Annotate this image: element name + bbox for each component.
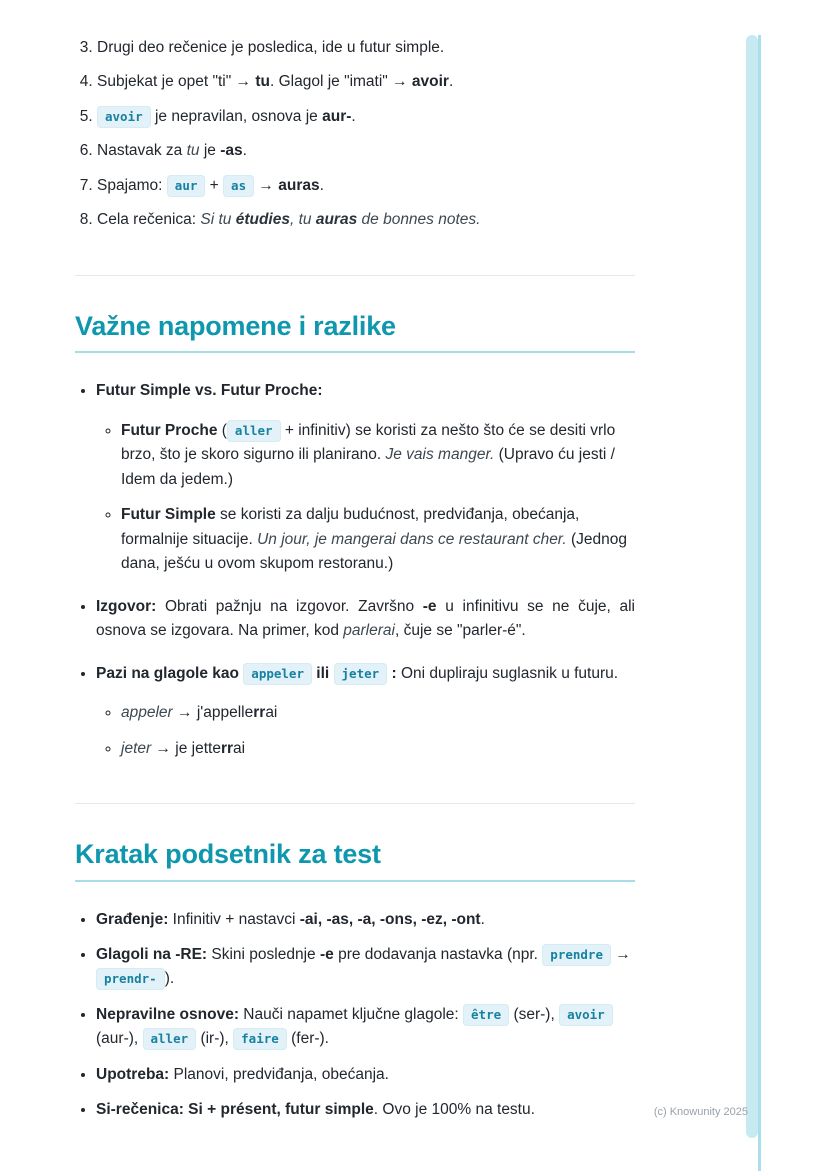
text-run: je nepravilan, osnova je	[150, 107, 323, 125]
text-run: →	[610, 945, 631, 963]
list-item	[96, 379, 635, 576]
text-run: , tu	[289, 211, 316, 229]
text-run: Drugi deo rečenice je posledica, ide u futur simple.	[97, 39, 445, 56]
text-run: -e	[319, 945, 334, 963]
list-item-text	[121, 419, 635, 492]
text-run: Si tu	[200, 211, 236, 229]
text-run: Futur Simple vs. Futur Proche:	[96, 382, 323, 400]
list-item	[96, 662, 635, 761]
text-run: u infinitivu se ne čuje, ali osnova se izgovara. Na primer, kod	[96, 597, 635, 640]
section-title-notes: Važne napomene i razlike	[75, 310, 635, 353]
list-item	[121, 701, 635, 725]
text-run: + infinitiv) se koristi za nešto što će se desiti vrlo brzo, što je skoro sigurno ili planirano.	[121, 421, 616, 464]
text-run: . Ovo je 100% na testu.	[373, 1101, 535, 1119]
text-run: . Glagol je "imati" →	[269, 73, 412, 91]
text-run: (ir-),	[196, 1030, 234, 1048]
text-run: :	[387, 664, 397, 682]
text-run: je	[199, 142, 221, 160]
code-chip: aller	[227, 420, 281, 442]
list-item	[121, 737, 635, 761]
text-run: .	[319, 176, 324, 194]
text-run: avoir	[411, 73, 449, 91]
text-run: Subjekat je opet "ti" →	[97, 73, 256, 91]
steps-list	[75, 36, 635, 233]
list-item	[96, 1003, 635, 1052]
list-item-text	[96, 943, 635, 992]
list-item	[96, 943, 635, 992]
code-chip: avoir	[97, 106, 151, 128]
divider	[75, 803, 635, 804]
code-chip: prendre	[542, 944, 611, 966]
text-run: Građenje:	[96, 910, 169, 928]
code-chip: jeter	[334, 663, 388, 685]
text-run: +	[205, 176, 224, 194]
text-run: ).	[164, 970, 175, 988]
text-run: → j'appelle	[172, 704, 254, 722]
text-run: Je vais manger.	[385, 446, 495, 464]
code-chip: être	[463, 1004, 509, 1026]
list-item	[97, 105, 635, 129]
text-run: aur-	[322, 107, 352, 125]
notes-list	[75, 379, 635, 761]
list-item-text	[96, 908, 635, 932]
text-run: pre dodavanja nastavka (npr.	[333, 945, 543, 963]
list-item-text	[96, 1098, 635, 1122]
text-run: (ser-),	[509, 1005, 560, 1023]
scrollbar[interactable]	[746, 35, 758, 1138]
text-run: (fer-).	[286, 1030, 329, 1048]
scrollbar-edge	[758, 35, 761, 1171]
list-item	[96, 1098, 635, 1122]
list-item	[96, 908, 635, 932]
list-item	[121, 419, 635, 492]
list-item	[96, 1063, 635, 1087]
recap-list	[75, 908, 635, 1123]
text-run: se koristi za dalju budućnost, predviđanja, obećanja, formalnije situacije.	[121, 506, 580, 548]
text-run: Si-rečenica: Si + présent, futur simple	[96, 1101, 374, 1119]
text-run: de bonnes notes.	[357, 211, 481, 229]
list-item	[97, 139, 635, 163]
text-run: .	[448, 73, 454, 91]
text-run: Nauči napamet ključne glagole:	[239, 1005, 464, 1023]
text-run: parlerai	[343, 622, 395, 640]
list-item-text	[121, 701, 635, 725]
copyright-footer: (c) Knowunity 2025	[653, 1105, 748, 1118]
text-run: rr	[253, 704, 266, 722]
text-run: Nepravilne osnove:	[96, 1005, 239, 1023]
list-item	[97, 36, 635, 60]
text-run: ai	[265, 704, 278, 722]
text-run: auras	[315, 211, 358, 229]
list-item	[97, 174, 635, 198]
text-run: Glagoli na -RE:	[96, 945, 208, 963]
text-run: Nastavak za	[97, 142, 187, 160]
text-run: Obrati pažnju na izgovor. Završno	[156, 597, 423, 615]
text-run: , čuje se "parler-é".	[394, 622, 526, 640]
list-item-text	[96, 662, 635, 686]
text-run: .	[480, 910, 485, 928]
text-run: Spajamo:	[97, 176, 167, 194]
document-content	[75, 0, 635, 1134]
text-run: étudies	[235, 211, 290, 229]
nested-list	[96, 701, 635, 761]
text-run: Izgovor:	[96, 597, 157, 615]
code-chip: as	[223, 175, 254, 197]
code-chip: faire	[233, 1028, 287, 1050]
text-run: Cela rečenica:	[97, 211, 201, 229]
list-item-text	[96, 595, 635, 644]
section-title-recap: Kratak podsetnik za test	[75, 838, 635, 881]
text-run: (Jednog dana, ješću u ovom skupom restoranu.)	[121, 530, 628, 573]
list-item-text	[96, 379, 635, 403]
text-run: Un jour, je mangerai dans ce restaurant cher.	[257, 530, 567, 548]
list-item	[97, 208, 635, 232]
text-run: .	[351, 107, 356, 125]
text-run: .	[242, 142, 247, 160]
text-run: (aur-),	[96, 1030, 143, 1048]
text-run: ai	[233, 739, 246, 757]
list-item-text	[96, 1063, 635, 1087]
code-chip: avoir	[559, 1004, 613, 1026]
code-chip: aur	[167, 175, 206, 197]
text-run: -e	[422, 597, 437, 615]
text-run: appeler	[121, 704, 173, 722]
nested-list	[96, 419, 635, 577]
text-run: -ai, -as, -a, -ons, -ez, -ont	[299, 910, 481, 928]
code-chip: prendr-	[96, 968, 165, 990]
text-run: Planovi, predviđanja, obećanja.	[169, 1065, 389, 1083]
list-item	[96, 595, 635, 644]
text-run: jeter	[121, 739, 152, 757]
list-item-text	[96, 1003, 635, 1052]
list-item-text	[121, 737, 635, 761]
text-run: -as	[220, 142, 243, 160]
text-run: auras	[278, 176, 320, 194]
text-run: Oni dupliraju suglasnik u futuru.	[396, 664, 619, 682]
text-run: Skini poslednje	[207, 945, 320, 963]
list-item	[121, 503, 635, 576]
text-run: Infinitiv + nastavci	[168, 910, 300, 928]
text-run: Upotreba:	[96, 1065, 170, 1083]
text-run: Pazi na glagole kao	[96, 664, 244, 682]
divider	[75, 275, 635, 276]
text-run: →	[254, 176, 279, 194]
text-run: rr	[220, 739, 234, 757]
text-run: tu	[186, 142, 200, 160]
code-chip: aller	[143, 1028, 197, 1050]
code-chip: appeler	[243, 663, 312, 685]
list-item-text	[121, 503, 635, 576]
text-run: (Upravo ću jesti / Idem da jedem.)	[121, 446, 615, 488]
text-run: (	[217, 421, 227, 439]
text-run: tu	[255, 73, 270, 91]
text-run: Futur Proche	[121, 421, 218, 439]
text-run: Futur Simple	[121, 506, 216, 524]
text-run: ili	[311, 664, 334, 682]
list-item	[97, 70, 635, 94]
text-run: → je jette	[151, 739, 221, 757]
